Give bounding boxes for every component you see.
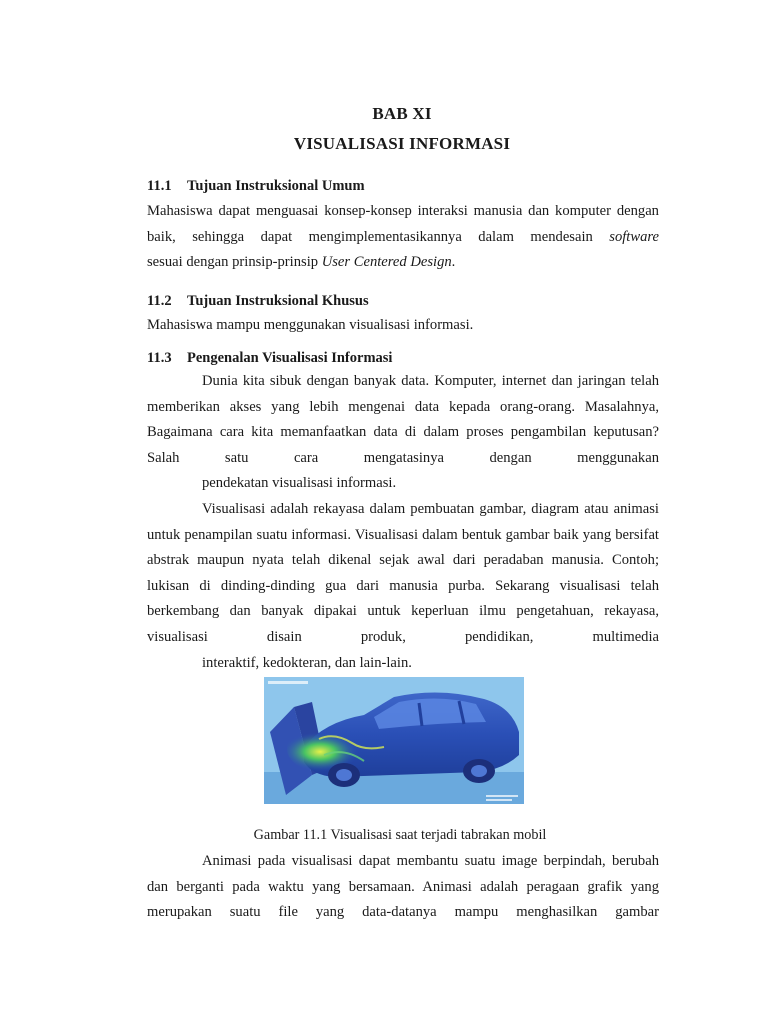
paragraph-body: Dunia kita sibuk dengan banyak data. Komputer, internet dan jaringan telah memberikan akses yang lebih mengenai data kepada orang-orang. Masalahnya, Bagaimana cara kita memanfaatkan data di dalam proses pengambilan keputusan? Salah satu cara mengatasinya dengan menggunakan xyxy=(147,373,659,466)
paragraph-body: Animasi pada visualisasi dapat membantu suatu image berpindah, berubah dan berganti pada waktu yang bersamaan. Animasi adalah peragaan grafik yang merupakan suatu file yang data-datanya mampu menghasilkan gambar xyxy=(147,853,659,921)
car-crash-simulation-image xyxy=(264,677,524,804)
section-number: 11.2 xyxy=(147,293,172,309)
paragraph-tujuan-umum xyxy=(147,199,659,276)
paragraph-last-line: Mahasiswa mampu menggunakan visualisasi informasi. xyxy=(147,317,474,333)
paragraph-animasi xyxy=(147,849,659,926)
figure-caption: Gambar 11.1 Visualisasi saat terjadi tabrakan mobil xyxy=(253,827,547,843)
paragraph-body: Visualisasi adalah rekayasa dalam pembuatan gambar, diagram atau animasi untuk penampilan suatu informasi. Visualisasi dalam bentuk gambar baik yang bersifat abstrak maupun nyata telah dikenal sejak awal dari peradaban manusia. Contoh; lukisan di dinding-dinding gua dari manusia purba. Sekarang visualisasi telah berkembang dan banyak dipakai untuk keperluan ilmu pengetahuan, rekayasa, visualisasi disain produk, pendidikan, multimedia xyxy=(147,501,659,645)
section-title: Tujuan Instruksional Umum xyxy=(187,178,365,194)
section-heading-11-2 xyxy=(147,293,369,310)
section-title: Pengenalan Visualisasi Informasi xyxy=(187,350,393,366)
section-number: 11.3 xyxy=(147,350,172,366)
paragraph-pengenalan-2 xyxy=(147,497,659,676)
paragraph-line: dengan baik, sehingga dapat mengimplementasikannya dalam mendesain xyxy=(147,203,659,245)
paragraph-last-line: pendekatan visualisasi informasi. xyxy=(202,475,397,492)
italic-term: User Centered Design xyxy=(321,254,452,271)
paragraph-last-line: sesuai dengan prinsip-prinsip User Centered Design. xyxy=(147,254,456,271)
paragraph-line: Mahasiswa dapat menguasai konsep-konsep interaksi manusia dan komputer xyxy=(147,203,611,219)
paragraph-pengenalan-1 xyxy=(147,369,659,497)
car-crash-figure xyxy=(264,677,524,804)
italic-term: software xyxy=(609,228,659,245)
paragraph-last-line: interaktif, kedokteran, dan lain-lain. xyxy=(202,654,412,671)
chapter-title: VISUALISASI INFORMASI xyxy=(293,134,511,153)
section-heading-11-3 xyxy=(147,350,392,367)
paragraph-tujuan-khusus xyxy=(147,313,659,339)
section-number: 11.1 xyxy=(147,178,172,194)
chapter-number: BAB XI xyxy=(372,104,432,123)
section-title: Tujuan Instruksional Khusus xyxy=(187,293,369,309)
section-heading-11-1 xyxy=(147,178,365,195)
